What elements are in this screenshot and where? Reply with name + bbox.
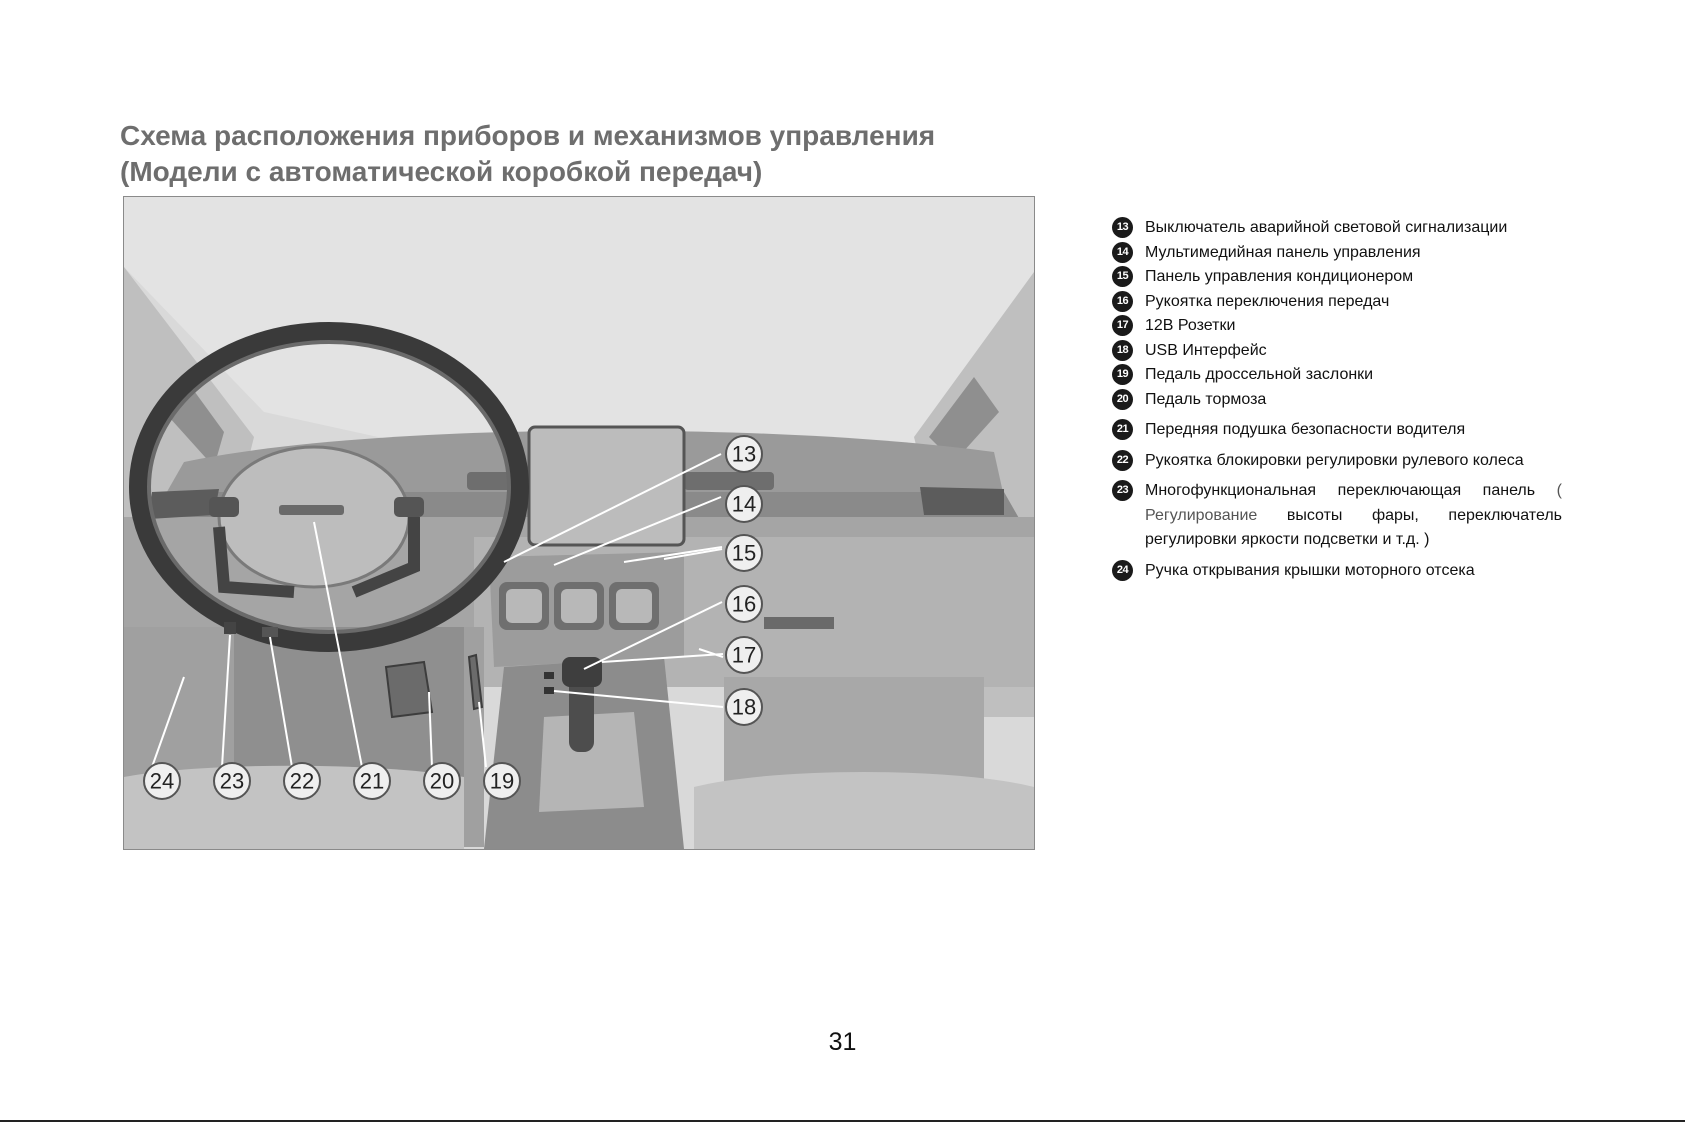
legend-number-icon: 24 bbox=[1112, 560, 1133, 581]
legend-text: Мультимедийная панель управления bbox=[1145, 243, 1421, 261]
legend-number-icon: 22 bbox=[1112, 450, 1133, 471]
callout-23-label: 23 bbox=[219, 768, 245, 794]
callout-19 bbox=[484, 763, 520, 799]
callout-16-label: 16 bbox=[731, 591, 757, 617]
callout-18-label: 18 bbox=[731, 694, 757, 720]
legend-text: Выключатель аварийной световой сигнализации bbox=[1145, 219, 1508, 236]
title-line-1: Схема расположения приборов и механизмов управления bbox=[120, 120, 936, 151]
dashboard-drawing bbox=[124, 197, 1034, 849]
legend-text: Панель управления кондиционером bbox=[1145, 268, 1414, 285]
legend-text: Рукоятка переключения передач bbox=[1145, 292, 1390, 310]
legend-number-icon: 15 bbox=[1112, 266, 1133, 287]
legend-item-23 bbox=[1112, 479, 1562, 553]
legend-number-icon: 23 bbox=[1112, 480, 1133, 501]
legend-text: Рукоятка блокировки регулировки рулевого колеса bbox=[1145, 451, 1524, 469]
legend-item-24 bbox=[1112, 559, 1562, 584]
callout-20 bbox=[424, 763, 460, 799]
callout-21 bbox=[354, 763, 390, 799]
callout-19-label: 19 bbox=[489, 768, 515, 794]
callout-23 bbox=[214, 763, 250, 799]
callout-21-label: 21 bbox=[359, 768, 385, 794]
callout-22 bbox=[284, 763, 320, 799]
legend-item-15 bbox=[1112, 265, 1562, 290]
callout-17 bbox=[726, 637, 762, 673]
legend-text-tail: высоты фары, переключатель регулировки яркости подсветки и т.д. ) bbox=[1145, 506, 1562, 548]
legend-text-main: Многофункциональная переключающая панель bbox=[1145, 482, 1536, 499]
legend-text bbox=[1145, 479, 1562, 553]
legend-number-icon: 21 bbox=[1112, 419, 1133, 440]
legend-text: Передняя подушка безопасности водителя bbox=[1145, 421, 1466, 438]
page-title bbox=[120, 118, 1020, 190]
legend-item-16 bbox=[1112, 290, 1562, 315]
callout-15-label: 15 bbox=[731, 540, 757, 566]
legend-item-20 bbox=[1112, 388, 1562, 413]
legend-text: 12В Розетки bbox=[1145, 317, 1236, 334]
callout-15 bbox=[726, 535, 762, 571]
legend-number-icon: 16 bbox=[1112, 291, 1133, 312]
callout-24-label: 24 bbox=[149, 768, 175, 794]
title-line-2: (Модели с автоматической коробкой передач) bbox=[120, 156, 763, 187]
legend-number-icon: 17 bbox=[1112, 315, 1133, 336]
callout-13-label: 13 bbox=[731, 441, 757, 467]
legend-number-icon: 13 bbox=[1112, 217, 1133, 238]
legend-item-13 bbox=[1112, 216, 1562, 241]
legend-item-19 bbox=[1112, 363, 1562, 388]
legend-list bbox=[1112, 216, 1562, 583]
legend-item-22 bbox=[1112, 449, 1562, 474]
callout-22-label: 22 bbox=[289, 768, 315, 794]
legend-number-icon: 19 bbox=[1112, 364, 1133, 385]
legend-number-icon: 18 bbox=[1112, 340, 1133, 361]
legend-number-icon: 20 bbox=[1112, 389, 1133, 410]
callout-16 bbox=[726, 586, 762, 622]
callout-24 bbox=[144, 763, 180, 799]
legend-item-14 bbox=[1112, 241, 1562, 266]
dashboard-illustration bbox=[123, 196, 1035, 850]
callout-17-label: 17 bbox=[731, 642, 757, 668]
legend-text: Педаль тормоза bbox=[1145, 390, 1267, 408]
callout-14 bbox=[726, 486, 762, 522]
callout-13 bbox=[726, 436, 762, 472]
legend-item-18 bbox=[1112, 339, 1562, 364]
callout-14-label: 14 bbox=[731, 491, 757, 517]
legend-text: Ручка открывания крышки моторного отсека bbox=[1145, 561, 1475, 579]
legend-item-17 bbox=[1112, 314, 1562, 339]
legend-text: USB Интерфейс bbox=[1145, 341, 1267, 359]
legend-text: Педаль дроссельной заслонки bbox=[1145, 366, 1374, 383]
legend-text-soft: ( Регулирование bbox=[1145, 482, 1562, 524]
legend-item-21 bbox=[1112, 418, 1562, 443]
callout-18 bbox=[726, 689, 762, 725]
legend-number-icon: 14 bbox=[1112, 242, 1133, 263]
bottom-rule bbox=[0, 1120, 1685, 1122]
callout-20-label: 20 bbox=[429, 768, 455, 794]
page-number: 31 bbox=[828, 1028, 857, 1056]
